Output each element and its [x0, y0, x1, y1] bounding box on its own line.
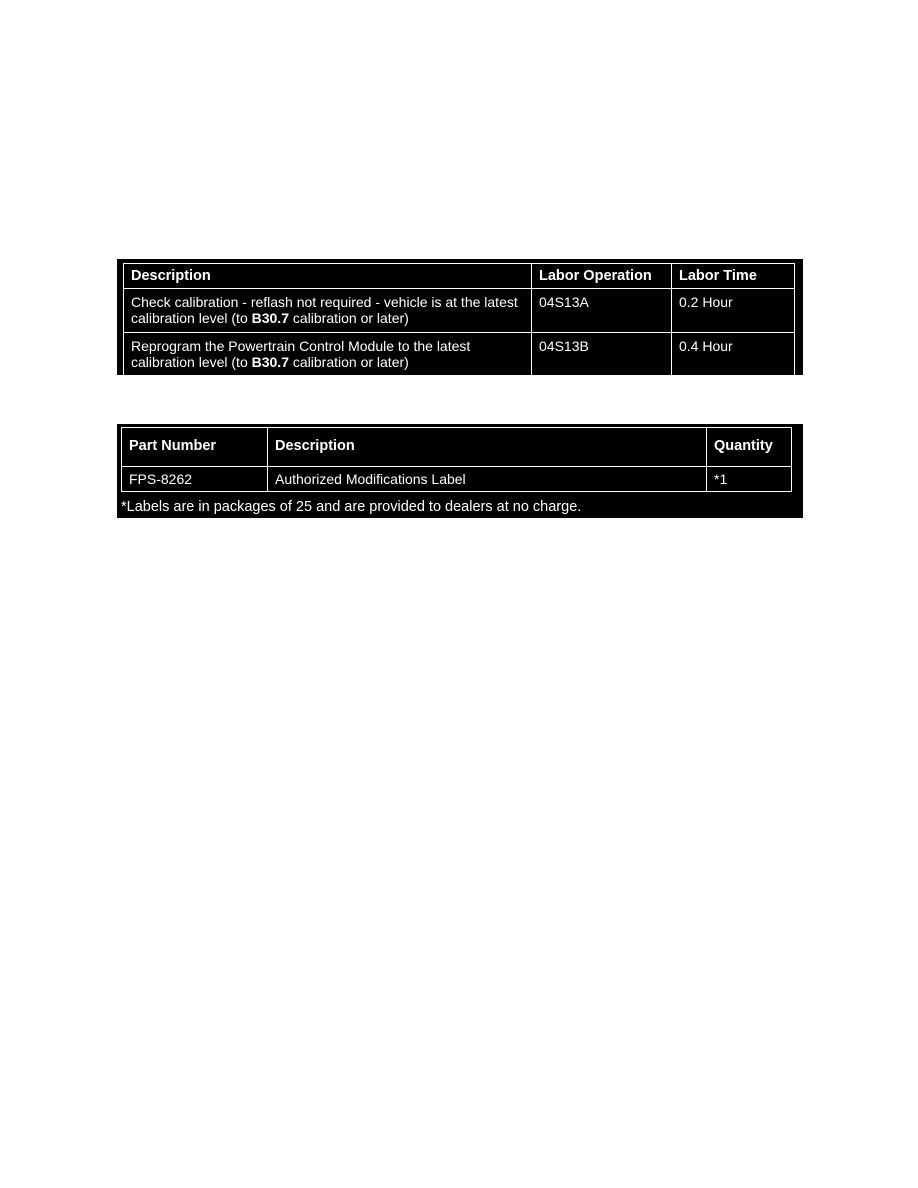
parts-row-quantity: *1 [707, 467, 792, 492]
parts-table [121, 427, 792, 492]
labor-header-operation: Labor Operation [532, 264, 672, 289]
labor-operations-panel [117, 259, 803, 375]
parts-header-part-number: Part Number [122, 428, 268, 467]
description-text: calibration or later) [288, 354, 409, 370]
parts-header-description: Description [268, 428, 707, 467]
table-row [124, 289, 795, 333]
calibration-level: B30.7 [251, 310, 289, 326]
calibration-level: B30.7 [251, 354, 289, 370]
table-row [122, 467, 792, 492]
labor-table [123, 263, 795, 377]
parts-row-description: Authorized Modifications Label [268, 467, 707, 492]
description-text: calibration or later) [288, 310, 409, 326]
parts-header-quantity: Quantity [707, 428, 792, 467]
labor-table-header-row [124, 264, 795, 289]
labor-row-operation: 04S13A [532, 289, 672, 333]
parts-row-part-number: FPS-8262 [122, 467, 268, 492]
parts-table-header-row [122, 428, 792, 467]
labor-row-description [124, 289, 532, 333]
parts-footnote: *Labels are in packages of 25 and are provided to dealers at no charge. [121, 499, 582, 515]
labor-row-time: 0.4 Hour [672, 333, 795, 377]
labor-header-time: Labor Time [672, 264, 795, 289]
table-row [124, 333, 795, 377]
labor-row-time: 0.2 Hour [672, 289, 795, 333]
description-text: Check calibration - reflash not required - vehicle is at the latest calibration level (to [131, 294, 518, 326]
labor-row-operation: 04S13B [532, 333, 672, 377]
labor-header-description: Description [124, 264, 532, 289]
parts-panel [117, 424, 803, 518]
description-text: Reprogram the Powertrain Control Module to the latest calibration level (to [131, 338, 471, 370]
labor-row-description [124, 333, 532, 377]
